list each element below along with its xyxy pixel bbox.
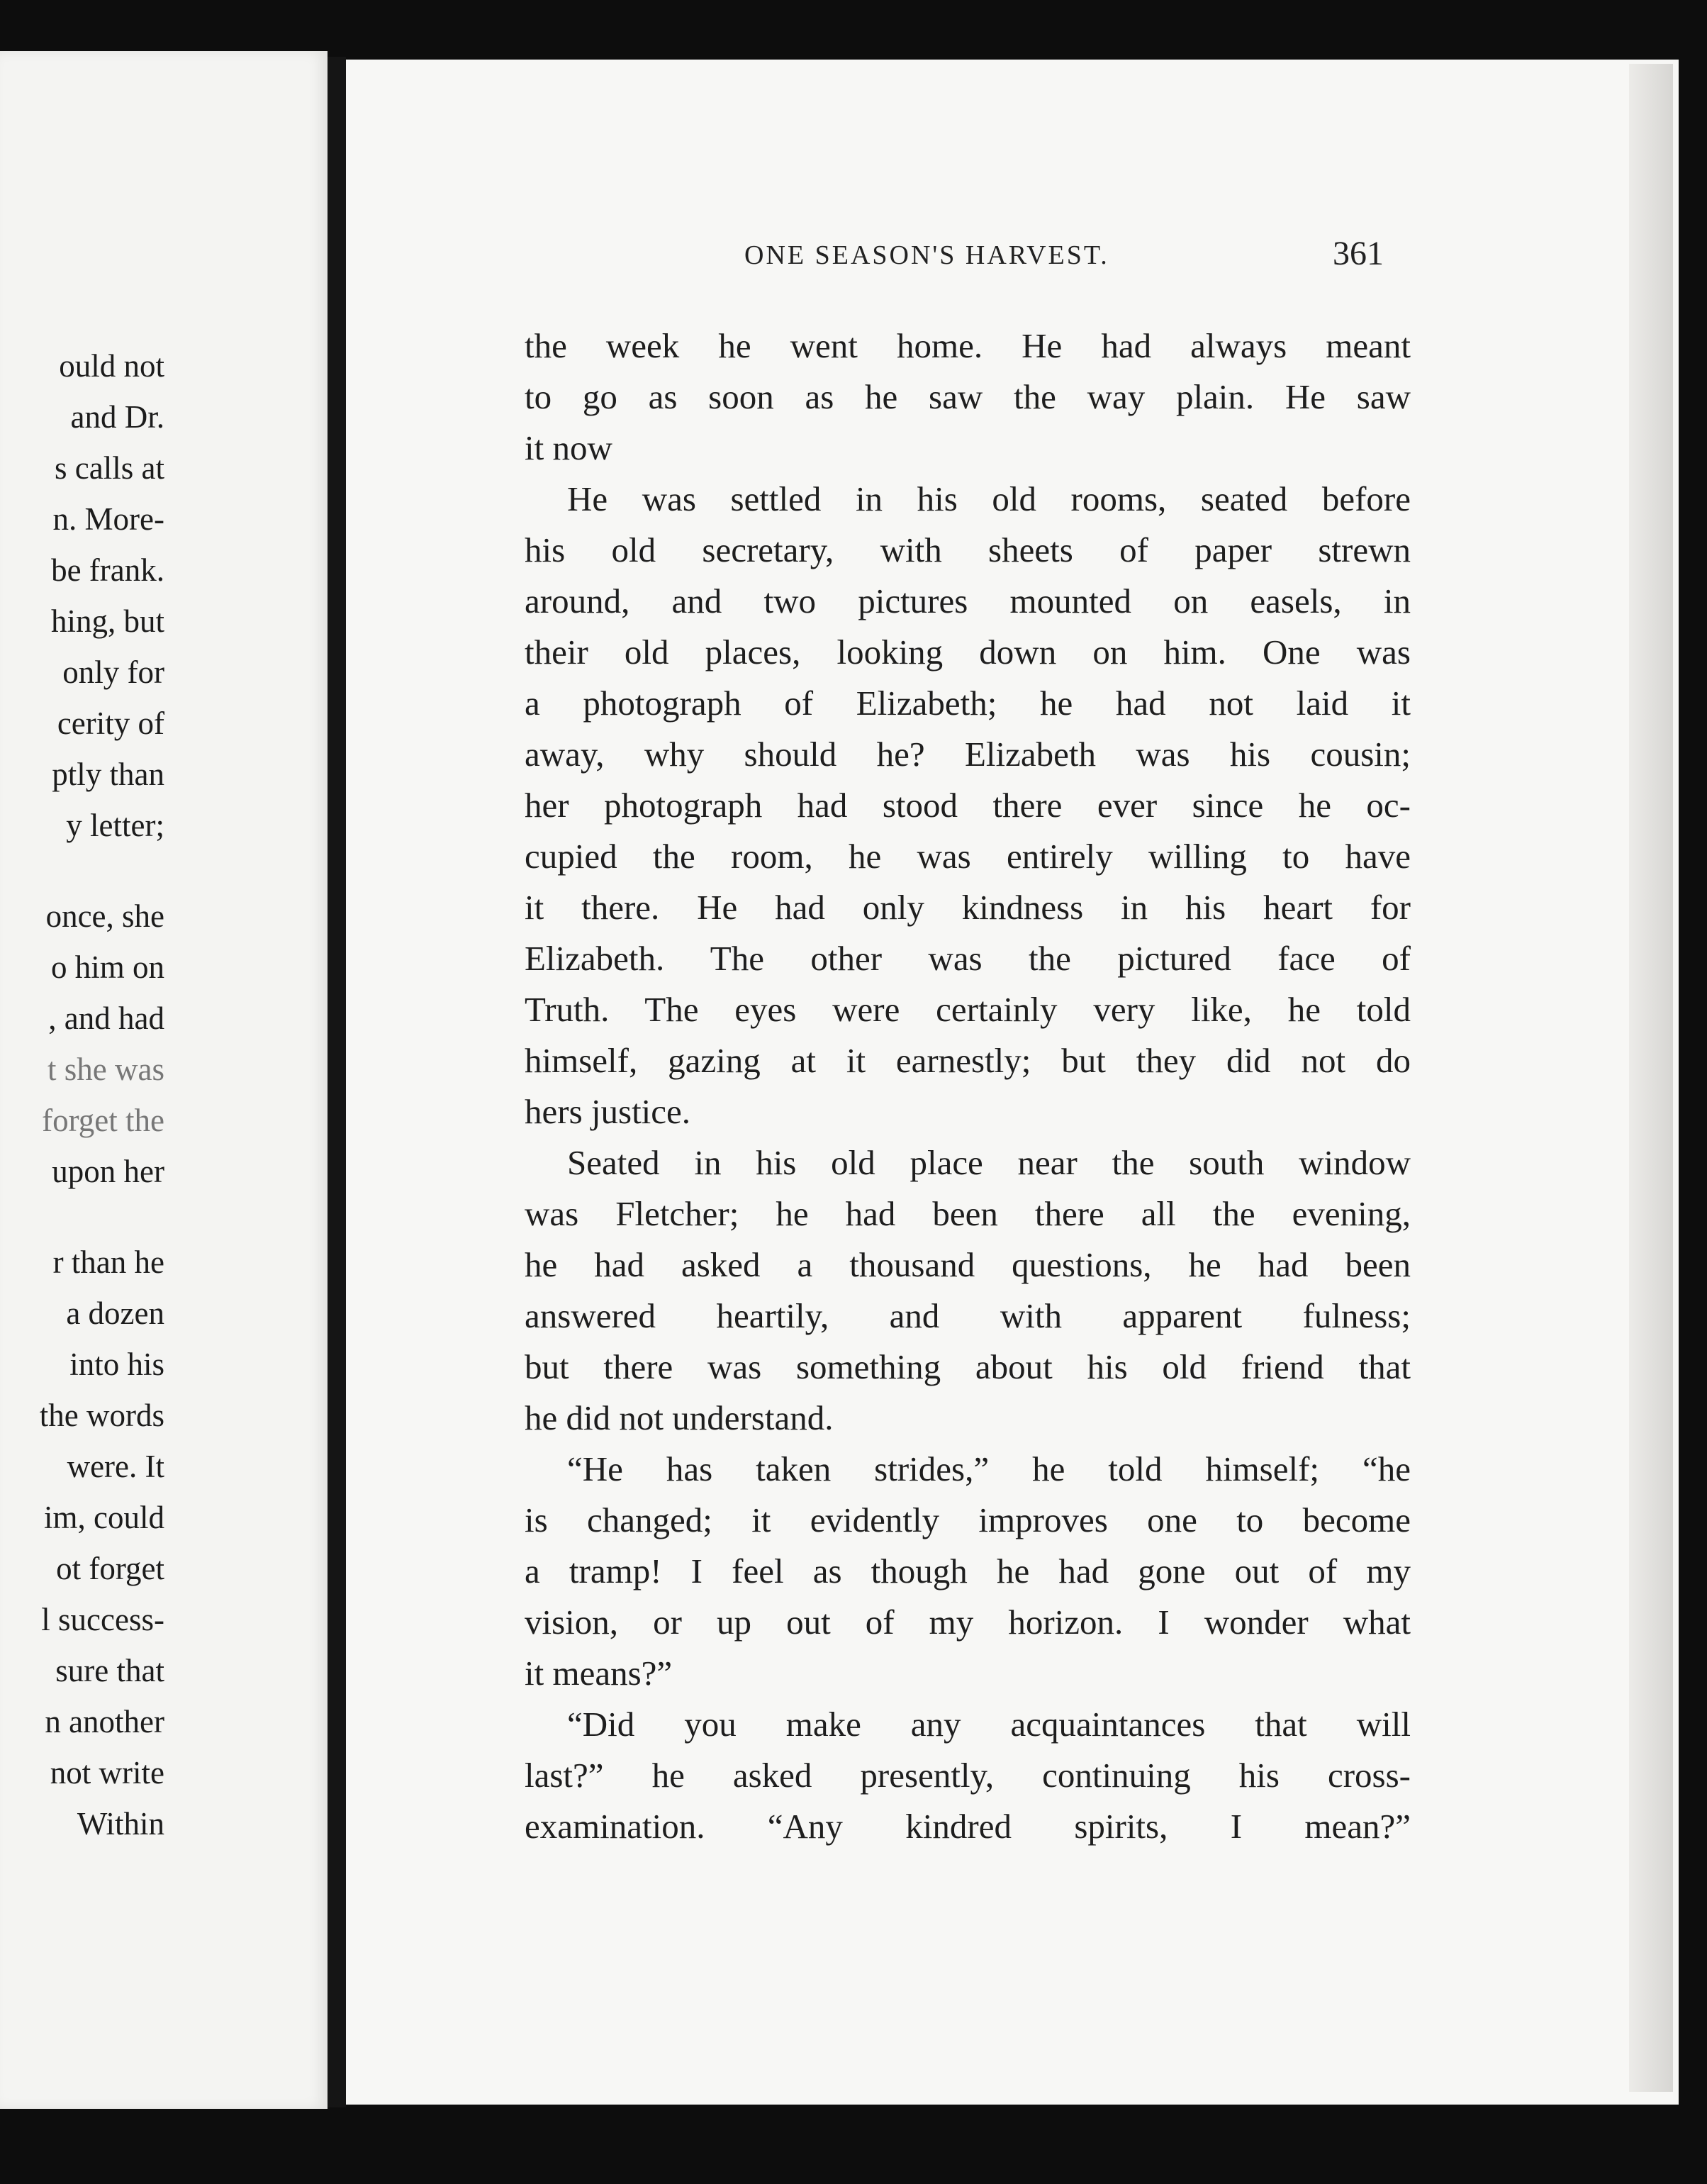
- text-line: he did not understand.: [525, 1398, 834, 1437]
- left-page-line: o him on: [50, 949, 164, 985]
- left-page-line: only for: [62, 654, 164, 690]
- left-page-line: s calls at: [55, 450, 164, 486]
- left-page-line: the words: [39, 1398, 164, 1433]
- text-line: “Did you make any acquaintances that will: [567, 1705, 1411, 1744]
- text-line: himself, gazing at it earnestly; but they did not do: [525, 1041, 1411, 1080]
- text-line: to go as soon as he saw the way plain. He saw: [525, 377, 1411, 416]
- text-line: he had asked a thousand questions, he had been: [525, 1245, 1411, 1284]
- text-line: cupied the room, he was entirely willing to have: [525, 837, 1411, 876]
- text-line: Elizabeth. The other was the pictured face of: [525, 939, 1411, 978]
- text-line: last?” he asked presently, continuing his cross-: [525, 1756, 1411, 1795]
- left-page-line: into his: [69, 1347, 164, 1382]
- text-line: a tramp! I feel as though he had gone out of my: [525, 1551, 1411, 1590]
- page-edge-shadow: [1629, 64, 1673, 2092]
- left-page-line: Within: [77, 1806, 164, 1842]
- text-line: vision, or up out of my horizon. I wonder what: [525, 1603, 1411, 1642]
- text-line: his old secretary, with sheets of paper strewn: [525, 530, 1411, 569]
- running-head: ONE SEASON'S HARVEST.: [744, 240, 1109, 270]
- text-line: her photograph had stood there ever since he oc-: [525, 786, 1411, 825]
- left-page-line: sure that: [55, 1653, 164, 1688]
- left-page-line: n. More-: [52, 501, 164, 537]
- left-page-line: r than he: [52, 1244, 164, 1280]
- text-line: was Fletcher; he had been there all the evening,: [525, 1194, 1411, 1233]
- left-page-line: cerity of: [57, 706, 164, 741]
- page-gutter: [328, 57, 346, 2107]
- text-line: their old places, looking down on him. One was: [525, 633, 1411, 672]
- left-page-line: , and had: [48, 1001, 164, 1036]
- left-page-line: t she was: [47, 1052, 164, 1087]
- text-line: is changed; it evidently improves one to become: [525, 1500, 1411, 1539]
- text-line: but there was something about his old friend that: [525, 1347, 1411, 1386]
- text-line: answered heartily, and with apparent fulness;: [525, 1296, 1411, 1335]
- left-page-line: and Dr.: [70, 399, 164, 435]
- left-page-line: hing, but: [50, 603, 164, 639]
- left-page-line: n another: [45, 1704, 164, 1739]
- left-page-line: were. It: [67, 1449, 164, 1484]
- left-page-line: not write: [50, 1755, 164, 1790]
- text-line: “He has taken strides,” he told himself; “he: [567, 1449, 1411, 1488]
- left-page-line: ot forget: [56, 1551, 164, 1586]
- text-line: it means?”: [525, 1654, 673, 1693]
- page-number: 361: [1333, 235, 1384, 272]
- text-line: hers justice.: [525, 1092, 691, 1131]
- left-page-line: forget the: [42, 1103, 164, 1138]
- left-page-line: ptly than: [52, 757, 164, 792]
- text-line: He was settled in his old rooms, seated before: [567, 479, 1411, 518]
- text-line: it now: [525, 428, 612, 467]
- left-page-line: l success-: [41, 1602, 164, 1637]
- text-line: the week he went home. He had always meant: [525, 326, 1411, 365]
- text-line: around, and two pictures mounted on easels, in: [525, 581, 1411, 620]
- left-page-line: a dozen: [66, 1296, 164, 1331]
- left-page: [0, 51, 328, 2109]
- text-line: examination. “Any kindred spirits, I mean?”: [525, 1807, 1411, 1846]
- left-page-line: y letter;: [66, 808, 164, 843]
- left-page-line: ould not: [59, 348, 164, 384]
- text-line: it there. He had only kindness in his heart for: [525, 888, 1411, 927]
- text-line: Truth. The eyes were certainly very like, he told: [525, 990, 1411, 1029]
- left-page-line: be frank.: [51, 552, 164, 588]
- text-line: Seated in his old place near the south window: [567, 1143, 1411, 1182]
- left-page-line: upon her: [52, 1154, 164, 1189]
- left-page-line: once, she: [45, 898, 164, 934]
- left-page-line: im, could: [44, 1500, 164, 1535]
- text-line: a photograph of Elizabeth; he had not laid it: [525, 684, 1411, 723]
- text-line: away, why should he? Elizabeth was his cousin;: [525, 735, 1411, 774]
